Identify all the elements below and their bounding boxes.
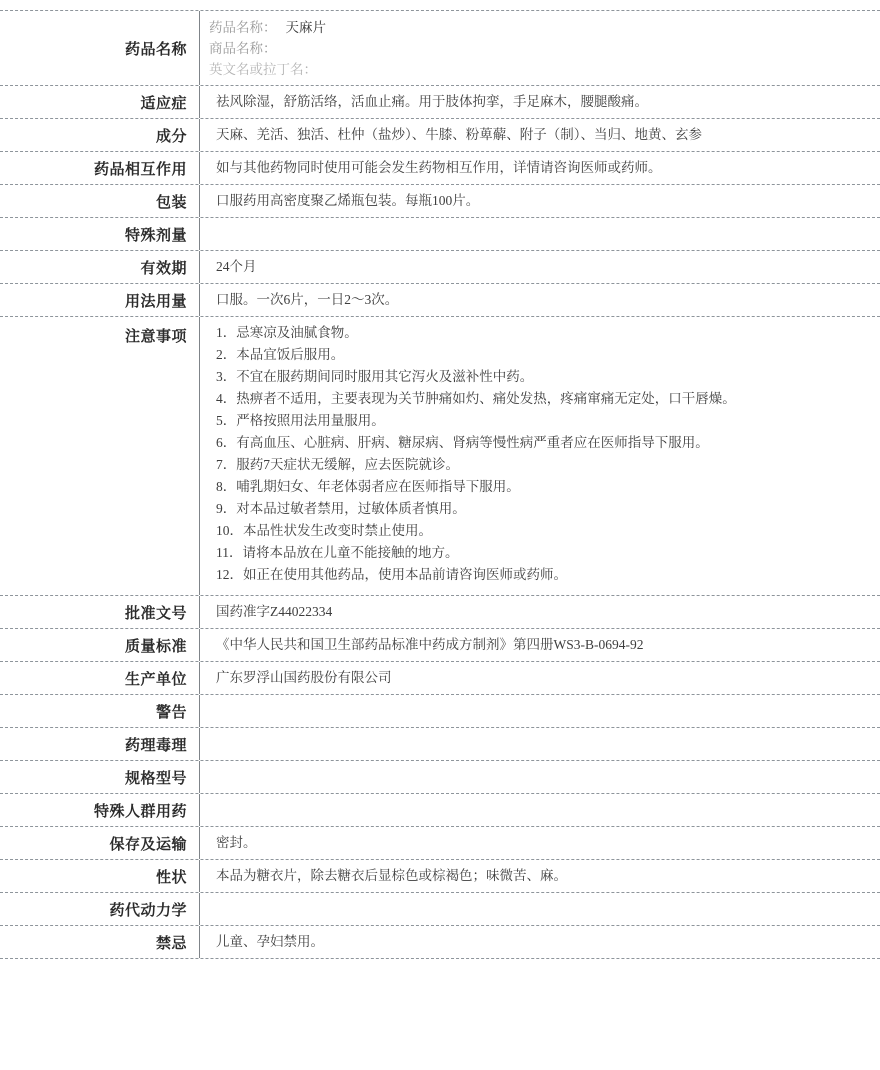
row-label-dosage-usage: 用法用量 bbox=[0, 284, 200, 316]
precaution-item-9: 9．对本品过敏者禁用，过敏体质者慎用。 bbox=[216, 501, 466, 516]
row-approval-number bbox=[0, 595, 880, 628]
row-value-storage-transport: 密封。 bbox=[216, 835, 257, 850]
english-name-line: 英文名或拉丁名： bbox=[209, 61, 317, 77]
precaution-item-8: 8．哺乳期妇女、年老体弱者应在医师指导下服用。 bbox=[216, 479, 520, 494]
row-label-drug-interactions: 药品相互作用 bbox=[0, 152, 200, 184]
row-value-indications: 祛风除湿，舒筋活络，活血止痛。用于肢体拘挛，手足麻木，腰腿酸痛。 bbox=[216, 94, 648, 109]
row-value-shelf-life: 24个月 bbox=[216, 259, 257, 274]
row-shelf-life bbox=[0, 250, 880, 283]
precaution-item-12: 12．如正在使用其他药品，使用本品前请咨询医师或药师。 bbox=[216, 567, 567, 582]
row-label-precautions: 注意事项 bbox=[0, 317, 200, 595]
row-drug-interactions bbox=[0, 151, 880, 184]
row-value-quality-standard: 《中华人民共和国卫生部药品标准中药成方制剂》第四册WS3-B-0694-92 bbox=[216, 637, 644, 652]
row-quality-standard bbox=[0, 628, 880, 661]
row-label-packaging: 包装 bbox=[0, 185, 200, 217]
row-label-ingredients: 成分 bbox=[0, 119, 200, 151]
row-label-shelf-life: 有效期 bbox=[0, 251, 200, 283]
trade-name-line: 商品名称： bbox=[209, 40, 277, 56]
row-label-drug-name: 药品名称 bbox=[0, 11, 200, 85]
row-label-description: 性状 bbox=[0, 860, 200, 892]
row-value-spec-model bbox=[200, 761, 880, 793]
row-ingredients bbox=[0, 118, 880, 151]
row-spec-model bbox=[0, 760, 880, 793]
row-label-special-populations: 特殊人群用药 bbox=[0, 794, 200, 826]
precaution-item-7: 7．服药7天症状无缓解，应去医院就诊。 bbox=[216, 457, 459, 472]
row-storage-transport bbox=[0, 826, 880, 859]
drug-info-table bbox=[0, 10, 880, 959]
row-label-indications: 适应症 bbox=[0, 86, 200, 118]
precaution-item-3: 3．不宜在服药期间同时服用其它泻火及滋补性中药。 bbox=[216, 369, 534, 384]
row-label-approval-number: 批准文号 bbox=[0, 596, 200, 628]
row-pharmacokinetics bbox=[0, 892, 880, 925]
row-pharmacology-toxicology bbox=[0, 727, 880, 760]
drug-name-block bbox=[200, 11, 880, 85]
row-value-pharmacokinetics bbox=[200, 893, 880, 925]
precautions-list bbox=[200, 317, 880, 595]
row-packaging bbox=[0, 184, 880, 217]
row-drug-name bbox=[0, 10, 880, 85]
row-dosage-usage bbox=[0, 283, 880, 316]
precaution-item-10: 10．本品性状发生改变时禁止使用。 bbox=[216, 523, 432, 538]
row-value-drug-interactions: 如与其他药物同时使用可能会发生药物相互作用，详情请咨询医师或药师。 bbox=[216, 160, 662, 175]
precaution-item-6: 6．有高血压、心脏病、肝病、糖尿病、肾病等慢性病严重者应在医师指导下服用。 bbox=[216, 435, 709, 450]
row-value-contraindications: 儿童、孕妇禁用。 bbox=[216, 934, 324, 949]
precaution-item-4: 4．热痹者不适用，主要表现为关节肿痛如灼、痛处发热，疼痛窜痛无定处，口干唇燥。 bbox=[216, 391, 736, 406]
row-precautions bbox=[0, 316, 880, 595]
generic-name-value: 天麻片 bbox=[285, 19, 326, 35]
generic-name-prefix: 药品名称： bbox=[209, 19, 277, 35]
row-label-pharmacology-toxicology: 药理毒理 bbox=[0, 728, 200, 760]
row-value-approval-number: 国药准字Z44022334 bbox=[216, 604, 333, 619]
row-label-quality-standard: 质量标准 bbox=[0, 629, 200, 661]
row-warning bbox=[0, 694, 880, 727]
row-label-warning: 警告 bbox=[0, 695, 200, 727]
precaution-item-1: 1．忌寒凉及油腻食物。 bbox=[216, 325, 358, 340]
row-value-manufacturer: 广东罗浮山国药股份有限公司 bbox=[216, 670, 392, 685]
row-label-manufacturer: 生产单位 bbox=[0, 662, 200, 694]
row-value-special-populations bbox=[200, 794, 880, 826]
row-label-contraindications: 禁忌 bbox=[0, 926, 200, 958]
row-value-warning bbox=[200, 695, 880, 727]
precaution-item-2: 2．本品宜饭后服用。 bbox=[216, 347, 345, 362]
row-value-packaging: 口服药用高密度聚乙烯瓶包装。每瓶100片。 bbox=[216, 193, 480, 208]
precaution-item-5: 5．严格按照用法用量服用。 bbox=[216, 413, 385, 428]
row-special-dosage bbox=[0, 217, 880, 250]
row-label-pharmacokinetics: 药代动力学 bbox=[0, 893, 200, 925]
row-value-ingredients: 天麻、羌活、独活、杜仲（盐炒）、牛膝、粉萆薢、附子（制）、当归、地黄、玄参 bbox=[216, 127, 702, 142]
row-contraindications bbox=[0, 925, 880, 958]
row-manufacturer bbox=[0, 661, 880, 694]
row-label-special-dosage: 特殊剂量 bbox=[0, 218, 200, 250]
row-value-description: 本品为糖衣片，除去糖衣后显棕色或棕褐色；味微苦、麻。 bbox=[216, 868, 567, 883]
row-label-storage-transport: 保存及运输 bbox=[0, 827, 200, 859]
row-indications bbox=[0, 85, 880, 118]
row-description bbox=[0, 859, 880, 892]
generic-name-line bbox=[209, 17, 326, 38]
row-value-pharmacology-toxicology bbox=[200, 728, 880, 760]
row-special-populations bbox=[0, 793, 880, 826]
row-value-special-dosage bbox=[200, 218, 880, 250]
precaution-item-11: 11．请将本品放在儿童不能接触的地方。 bbox=[216, 545, 459, 560]
row-value-dosage-usage: 口服。一次6片，一日2～3次。 bbox=[216, 292, 399, 307]
row-label-spec-model: 规格型号 bbox=[0, 761, 200, 793]
